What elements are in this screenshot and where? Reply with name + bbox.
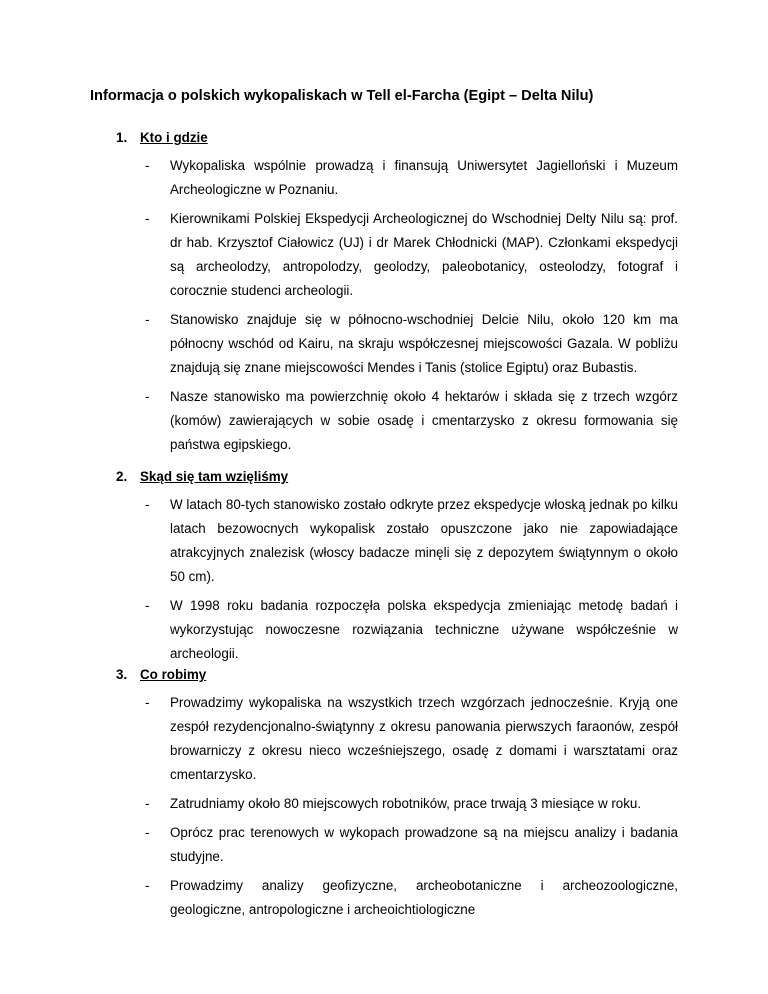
section-heading — [116, 130, 208, 145]
bullet-text: Zatrudniamy około 80 miejscowych robotników, prace trwają 3 miesiące w roku. — [170, 796, 642, 811]
bullet-dash: - — [145, 158, 150, 173]
section-title: Kto i gdzie — [140, 130, 208, 145]
bullet-dash: - — [145, 598, 150, 613]
list-item — [0, 874, 768, 922]
list-item — [0, 385, 768, 457]
bullet-dash: - — [145, 497, 150, 512]
list-item — [0, 154, 768, 202]
section-title: Co robimy — [140, 667, 207, 682]
bullet-text: Prowadzimy wykopaliska na wszystkich trzech wzgórzach jednocześnie. Kryją one zespół rezydencjonalno-świątynny z okresu panowania pierwszych faraonów, zespół browarniczy z okresu nieco wcześniejszego, osadę z domami i warsztatami oraz cmentarzysko. — [170, 695, 678, 782]
section-heading — [116, 667, 206, 682]
bullet-dash: - — [145, 796, 150, 811]
bullet-text: Oprócz prac terenowych w wykopach prowadzone są na miejscu analizy i badania studyjne. — [170, 825, 678, 864]
list-item — [0, 594, 768, 666]
section-title: Skąd się tam wzięliśmy — [140, 469, 289, 484]
list-item — [0, 821, 768, 869]
bullet-dash: - — [145, 695, 150, 710]
bullet-text: Stanowisko znajduje się w północno-wschodniej Delcie Nilu, około 120 km ma północny wschód od Kairu, na skraju współczesnej miejscowości Gazala. W pobliżu znajdują się znane miejscowości Mendes i Tanis (stolice Egiptu) oraz Bubastis. — [170, 312, 678, 375]
bullet-text: Kierownikami Polskiej Ekspedycji Archeologicznej do Wschodniej Delty Nilu są: prof. dr hab. Krzysztof Ciałowicz (UJ) i dr Marek Chłodnicki (MAP). Członkami ekspedycji są archeolodzy, antropolodzy, geolodzy, paleobotanicy, osteolodzy, fotograf i corocznie studenci archeologii. — [170, 211, 678, 298]
bullet-dash: - — [145, 312, 150, 327]
bullet-list — [0, 493, 768, 671]
bullet-dash: - — [145, 825, 150, 840]
bullet-text: W latach 80-tych stanowisko zostało odkryte przez ekspedycje włoską jednak po kilku latach bezowocnych wykopalisk zostało opuszczone jako nie zapowiadające atrakcyjnych znalezisk (włoscy badacze minęli się z depozytem świątynnym o około 50 cm). — [170, 497, 678, 584]
bullet-text: Wykopaliska wspólnie prowadzą i finansują Uniwersytet Jagielloński i Muzeum Archeologiczne w Poznaniu. — [170, 158, 678, 197]
section-heading — [116, 469, 288, 484]
bullet-dash: - — [145, 389, 150, 404]
list-item — [0, 792, 768, 816]
section-number: 3. — [116, 667, 128, 682]
bullet-text: Prowadzimy analizy geofizyczne, archeobotaniczne i archeozoologiczne, geologiczne, antropologiczne i archeoichtiologiczne — [170, 878, 678, 917]
list-item — [0, 308, 768, 380]
bullet-list — [0, 154, 768, 462]
bullet-text: W 1998 roku badania rozpoczęła polska ekspedycja zmieniając metodę badań i wykorzystując nowoczesne rozwiązania techniczne używane współcześnie w archeologii. — [170, 598, 678, 661]
bullet-text: Nasze stanowisko ma powierzchnię około 4 hektarów i składa się z trzech wzgórz (komów) zawierających w sobie osadę i cmentarzysko z okresu formowania się państwa egipskiego. — [170, 389, 678, 452]
bullet-dash: - — [145, 211, 150, 226]
bullet-list — [0, 691, 768, 927]
list-item — [0, 691, 768, 787]
section-number: 1. — [116, 130, 128, 145]
list-item — [0, 207, 768, 303]
document-title: Informacja o polskich wykopaliskach w Tell el-Farcha (Egipt – Delta Nilu) — [90, 88, 594, 104]
bullet-dash: - — [145, 878, 150, 893]
list-item — [0, 493, 768, 589]
section-number: 2. — [116, 469, 128, 484]
